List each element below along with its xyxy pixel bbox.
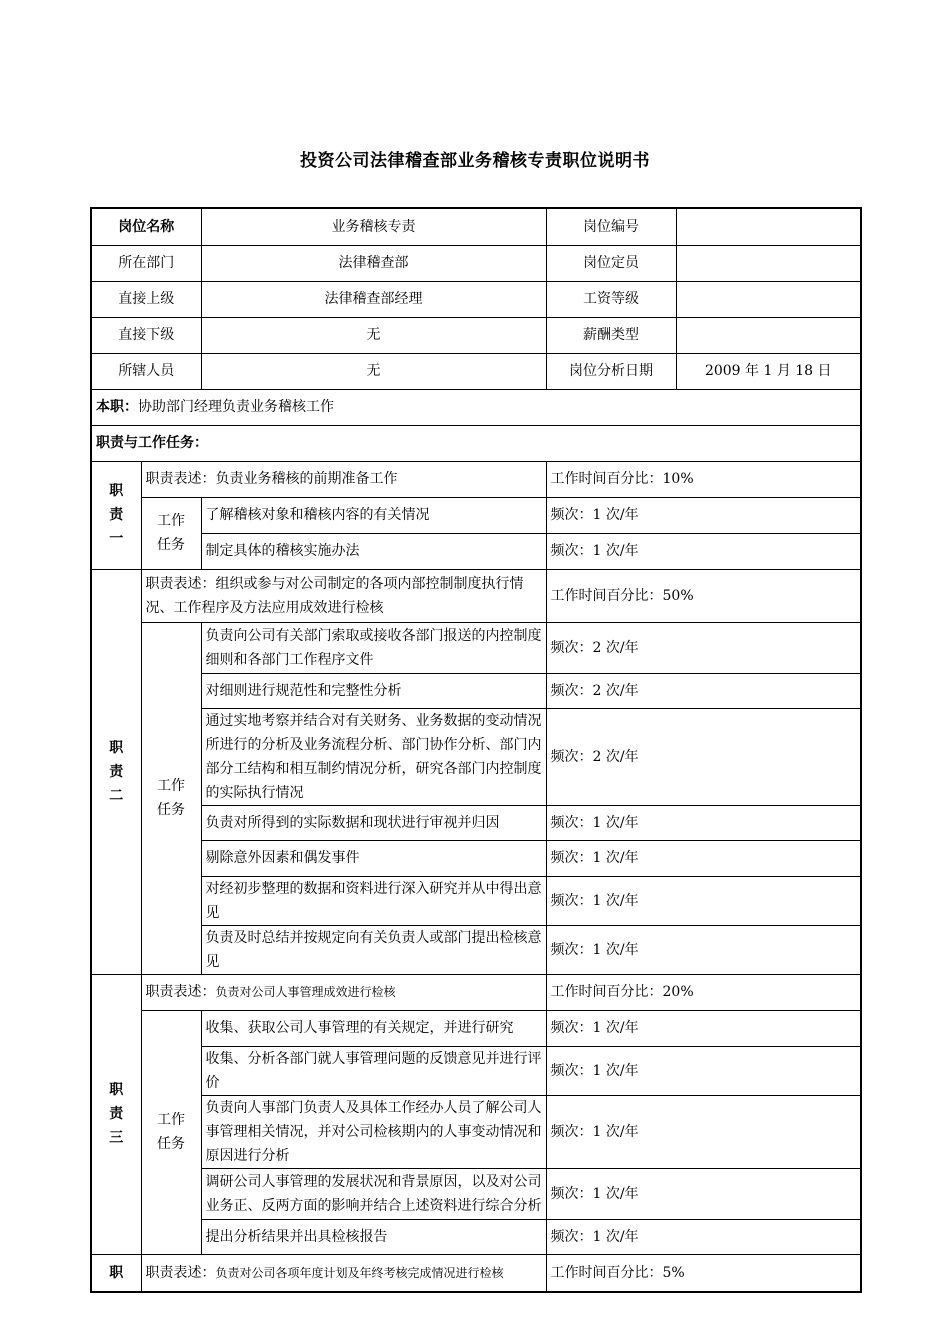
duty-1-task-1: 了解稽核对象和稽核内容的有关情况 bbox=[201, 497, 546, 533]
position-code-label: 岗位编号 bbox=[546, 208, 676, 245]
duty-1-time-percent: 工作时间百分比：10% bbox=[546, 461, 861, 497]
duty-1-description: 职责表述：负责业务稽核的前期准备工作 bbox=[141, 461, 546, 497]
table-row bbox=[91, 805, 861, 840]
superior-value: 法律稽查部经理 bbox=[201, 281, 546, 317]
duty-2-task-label: 工作 任务 bbox=[141, 622, 201, 974]
summary-cell bbox=[91, 389, 861, 425]
duty-2-task-2: 对细则进行规范性和完整性分析 bbox=[201, 673, 546, 708]
subordinate-label: 直接下级 bbox=[91, 317, 201, 353]
duty-3-task-2-freq: 频次：1 次/年 bbox=[546, 1046, 861, 1095]
duty-3-task-3-freq: 频次：1 次/年 bbox=[546, 1095, 861, 1168]
duty-2-task-2-freq: 频次：2 次/年 bbox=[546, 673, 861, 708]
duty-2-task-5: 剔除意外因素和偶发事件 bbox=[201, 840, 546, 876]
duty-2-task-6: 对经初步整理的数据和资料进行深入研究并从中得出意见 bbox=[201, 876, 546, 925]
duty-3-task-5: 提出分析结果并出具检核报告 bbox=[201, 1219, 546, 1254]
salary-grade-label: 工资等级 bbox=[546, 281, 676, 317]
headcount-value bbox=[676, 245, 861, 281]
duty-2-task-4: 负责对所得到的实际数据和现状进行审视并归因 bbox=[201, 805, 546, 840]
duty-3-description: 职责表述：负责对公司人事管理成效进行检核 bbox=[141, 974, 546, 1010]
table-row bbox=[91, 1168, 861, 1219]
duty-3-desc-row bbox=[91, 974, 861, 1010]
table-row bbox=[91, 708, 861, 805]
duty-3-task-1: 收集、获取公司人事管理的有关规定，并进行研究 bbox=[201, 1010, 546, 1046]
job-description-table bbox=[90, 207, 862, 1293]
duty-2-task-1: 负责向公司有关部门索取或接收各部门报送的内控制度细则和各部门工作程序文件 bbox=[201, 622, 546, 673]
table-row bbox=[91, 622, 861, 673]
analysis-date-value: 2009 年 1 月 18 日 bbox=[676, 353, 861, 389]
duties-heading: 职责与工作任务： bbox=[91, 425, 861, 461]
row-summary bbox=[91, 389, 861, 425]
table-row bbox=[91, 925, 861, 974]
row-duties-heading bbox=[91, 425, 861, 461]
duty-2-time-percent: 工作时间百分比：50% bbox=[546, 569, 861, 622]
table-row bbox=[91, 876, 861, 925]
duty-4-time-percent: 工作时间百分比：5% bbox=[546, 1254, 861, 1292]
department-label: 所在部门 bbox=[91, 245, 201, 281]
headcount-label: 岗位定员 bbox=[546, 245, 676, 281]
table-row bbox=[91, 1010, 861, 1046]
duty-3-task-label: 工作 任务 bbox=[141, 1010, 201, 1254]
row-position-name bbox=[91, 208, 861, 245]
managed-value: 无 bbox=[201, 353, 546, 389]
duty-3-task-4: 调研公司人事管理的发展状况和背景原因，以及对公司业务正、反两方面的影响并结合上述资料进行综合分析 bbox=[201, 1168, 546, 1219]
duty-1-task-1-freq: 频次：1 次/年 bbox=[546, 497, 861, 533]
duty-1-task-2-freq: 频次：1 次/年 bbox=[546, 533, 861, 569]
duty-2-task-7: 负责及时总结并按规定向有关负责人或部门提出检核意见 bbox=[201, 925, 546, 974]
pay-type-value bbox=[676, 317, 861, 353]
duty-3-task-5-freq: 频次：1 次/年 bbox=[546, 1219, 861, 1254]
duty-4-desc-row bbox=[91, 1254, 861, 1292]
position-name-value: 业务稽核专责 bbox=[201, 208, 546, 245]
pay-type-label: 薪酬类型 bbox=[546, 317, 676, 353]
table-row bbox=[91, 1219, 861, 1254]
row-department bbox=[91, 245, 861, 281]
table-row bbox=[91, 533, 861, 569]
analysis-date-label: 岗位分析日期 bbox=[546, 353, 676, 389]
managed-label: 所辖人员 bbox=[91, 353, 201, 389]
duty-3-label: 职 责 三 bbox=[91, 974, 141, 1254]
duty-1-task-2: 制定具体的稽核实施办法 bbox=[201, 533, 546, 569]
duty-3-task-1-freq: 频次：1 次/年 bbox=[546, 1010, 861, 1046]
duty-2-task-6-freq: 频次：1 次/年 bbox=[546, 876, 861, 925]
duty-3-time-percent: 工作时间百分比：20% bbox=[546, 974, 861, 1010]
duty-2-task-5-freq: 频次：1 次/年 bbox=[546, 840, 861, 876]
subordinate-value: 无 bbox=[201, 317, 546, 353]
row-subordinate bbox=[91, 317, 861, 353]
duty-2-task-3-freq: 频次：2 次/年 bbox=[546, 708, 861, 805]
summary-label: 本职： bbox=[96, 399, 138, 415]
department-value: 法律稽查部 bbox=[201, 245, 546, 281]
table-row bbox=[91, 840, 861, 876]
duty-2-task-3: 通过实地考察并结合对有关财务、业务数据的变动情况所进行的分析及业务流程分析、部门协作分析、部门内部分工结构和相互制约情况分析，研究各部门内控制度的实际执行情况 bbox=[201, 708, 546, 805]
superior-label: 直接上级 bbox=[91, 281, 201, 317]
table-row bbox=[91, 497, 861, 533]
duty-1-desc-row bbox=[91, 461, 861, 497]
duty-2-task-7-freq: 频次：1 次/年 bbox=[546, 925, 861, 974]
duty-2-desc-row bbox=[91, 569, 861, 622]
table-row bbox=[91, 673, 861, 708]
table-row bbox=[91, 1095, 861, 1168]
duty-1-task-label: 工作 任务 bbox=[141, 497, 201, 569]
row-superior bbox=[91, 281, 861, 317]
table-row bbox=[91, 1046, 861, 1095]
row-managed bbox=[91, 353, 861, 389]
duty-3-task-2: 收集、分析各部门就人事管理问题的反馈意见并进行评价 bbox=[201, 1046, 546, 1095]
duty-2-task-1-freq: 频次：2 次/年 bbox=[546, 622, 861, 673]
duty-4-description: 职责表述：负责对公司各项年度计划及年终考核完成情况进行检核 bbox=[141, 1254, 546, 1292]
duty-1-label: 职 责 一 bbox=[91, 461, 141, 569]
duty-2-label: 职 责 二 bbox=[91, 569, 141, 974]
duty-4-label: 职 bbox=[91, 1254, 141, 1292]
document-title: 投资公司法律稽查部业务稽核专责职位说明书 bbox=[300, 151, 650, 171]
duty-3-task-3: 负责向人事部门负责人及具体工作经办人员了解公司人事管理相关情况，并对公司检核期内的人事变动情况和原因进行分析 bbox=[201, 1095, 546, 1168]
summary-text: 协助部门经理负责业务稽核工作 bbox=[138, 399, 334, 415]
duty-2-description: 职责表述：组织或参与对公司制定的各项内部控制制度执行情况、工作程序及方法应用成效进行检核 bbox=[141, 569, 546, 622]
duty-2-task-4-freq: 频次：1 次/年 bbox=[546, 805, 861, 840]
salary-grade-value bbox=[676, 281, 861, 317]
duty-3-task-4-freq: 频次：1 次/年 bbox=[546, 1168, 861, 1219]
position-name-label: 岗位名称 bbox=[91, 208, 201, 245]
position-code-value bbox=[676, 208, 861, 245]
